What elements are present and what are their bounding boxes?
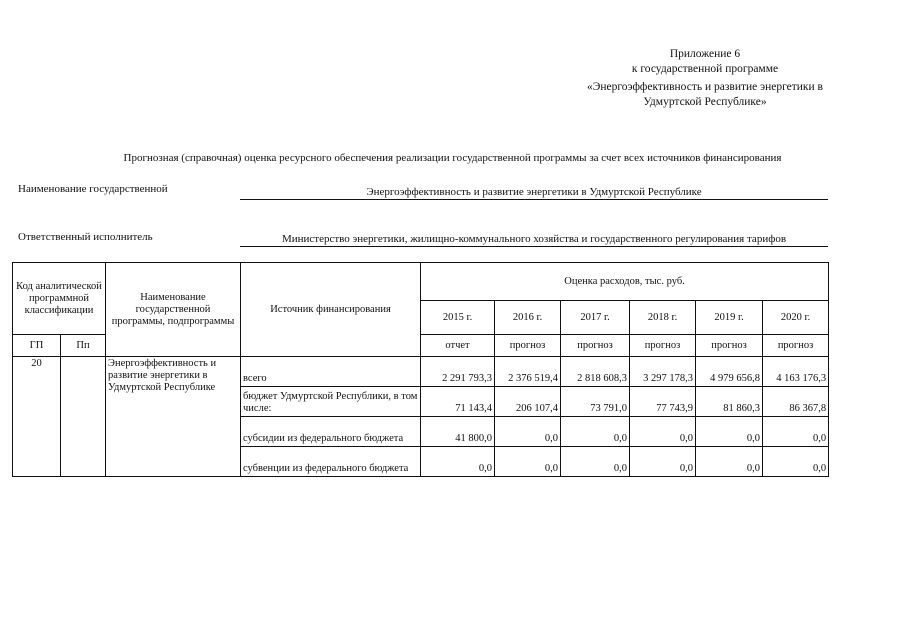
header-source: Источник финансирования: [241, 263, 421, 357]
header-year-type: отчет: [421, 335, 495, 357]
header-code: Код аналитической программной классификации: [13, 263, 106, 335]
source-cell: субсидии из федерального бюджета: [241, 417, 421, 447]
value-cell: 4 979 656,8: [696, 357, 763, 387]
program-value: Энергоэффективность и развитие энергетики в Удмуртской Республике: [240, 186, 828, 200]
header-year: 2018 г.: [630, 301, 696, 335]
header-year: 2017 г.: [561, 301, 630, 335]
value-cell: 0,0: [561, 417, 630, 447]
table-row: [13, 357, 829, 387]
value-cell: 0,0: [696, 447, 763, 477]
value-cell: 0,0: [495, 447, 561, 477]
header-year: 2019 г.: [696, 301, 763, 335]
value-cell: 2 291 793,3: [421, 357, 495, 387]
value-cell: 206 107,4: [495, 387, 561, 417]
value-cell: 0,0: [630, 417, 696, 447]
header-pp: Пп: [61, 335, 106, 357]
header-year-type: прогноз: [696, 335, 763, 357]
source-cell: всего: [241, 357, 421, 387]
document-title: Прогнозная (справочная) оценка ресурсного обеспечения реализации государственной программы за счет всех источников финансирования: [123, 152, 782, 164]
value-cell: 4 163 176,3: [763, 357, 829, 387]
value-cell: 0,0: [763, 417, 829, 447]
source-cell: бюджет Удмуртской Республики, в том числе:: [241, 387, 421, 417]
header-year: 2016 г.: [495, 301, 561, 335]
pp-code: [61, 357, 106, 477]
header-year: 2020 г.: [763, 301, 829, 335]
gp-code: 20: [13, 357, 61, 477]
header-year-type: прогноз: [763, 335, 829, 357]
value-cell: 0,0: [696, 417, 763, 447]
header-year-type: прогноз: [495, 335, 561, 357]
value-cell: 0,0: [561, 447, 630, 477]
value-cell: 0,0: [421, 447, 495, 477]
appendix-reference: к государственной программе: [631, 63, 779, 75]
value-cell: 3 297 178,3: [630, 357, 696, 387]
appendix-program-name-cont: Удмуртской Республике»: [643, 96, 767, 108]
value-cell: 0,0: [630, 447, 696, 477]
header-gp: ГП: [13, 335, 61, 357]
appendix-block: [560, 47, 850, 110]
value-cell: 0,0: [763, 447, 829, 477]
executor-value: Министерство энергетики, жилищно-коммунального хозяйства и государственного регулирования тарифов: [240, 233, 828, 247]
value-cell: 41 800,0: [421, 417, 495, 447]
value-cell: 2 818 608,3: [561, 357, 630, 387]
value-cell: 81 860,3: [696, 387, 763, 417]
value-cell: 86 367,8: [763, 387, 829, 417]
program-label: Наименование государственной: [18, 183, 168, 195]
program-name-cell: Энергоэффективность и развитие энергетики в Удмуртской Республике: [106, 357, 241, 477]
value-cell: 77 743,9: [630, 387, 696, 417]
executor-label: Ответственный исполнитель: [18, 231, 153, 243]
appendix-number: Приложение 6: [669, 48, 741, 60]
value-cell: 2 376 519,4: [495, 357, 561, 387]
value-cell: 73 791,0: [561, 387, 630, 417]
header-costs: Оценка расходов, тыс. руб.: [421, 263, 829, 301]
source-cell: субвенции из федерального бюджета: [241, 447, 421, 477]
resource-table: [12, 262, 829, 477]
header-year-type: прогноз: [561, 335, 630, 357]
header-year: 2015 г.: [421, 301, 495, 335]
appendix-program-name: «Энергоэффективность и развитие энергетики в: [587, 81, 823, 93]
value-cell: 0,0: [495, 417, 561, 447]
header-year-type: прогноз: [630, 335, 696, 357]
header-name: Наименование государственной программы, подпрограммы: [106, 263, 241, 357]
value-cell: 71 143,4: [421, 387, 495, 417]
